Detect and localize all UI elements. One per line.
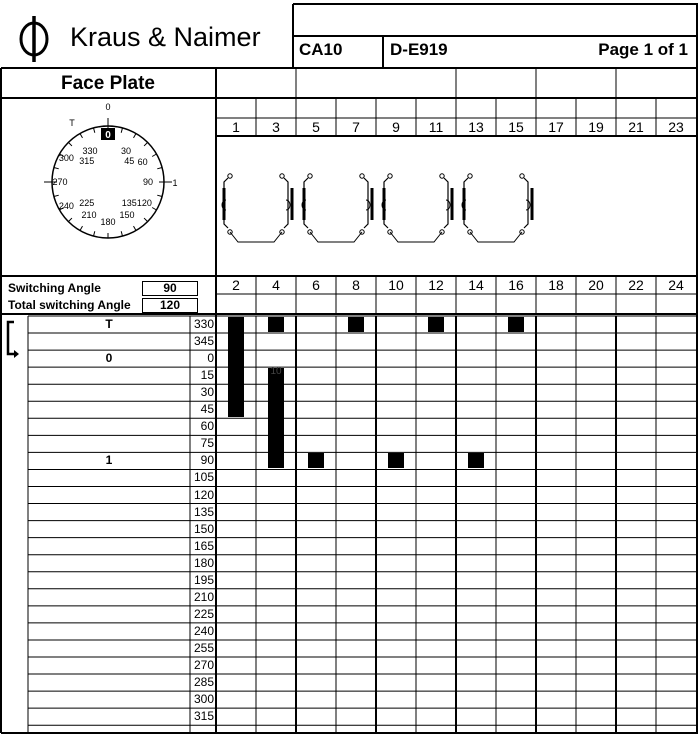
bracket-arrow-icon	[4, 320, 24, 364]
terminal-top-19: 19	[588, 119, 604, 135]
total-switching-angle-value: 120	[142, 298, 198, 313]
total-switching-angle-label: Total switching Angle	[8, 298, 131, 312]
dial-label-225: 225	[79, 198, 95, 209]
dial-label-180: 180	[100, 217, 116, 227]
terminal-top-1: 1	[232, 119, 240, 135]
terminal-top-17: 17	[548, 119, 564, 135]
contact-bar-9-10	[388, 453, 404, 468]
phi-logo-icon	[14, 12, 66, 62]
contact-bar-5-6	[308, 453, 324, 468]
terminal-bottom-22: 22	[628, 277, 644, 293]
terminal-top-7: 7	[352, 119, 360, 135]
position-label: T	[105, 317, 113, 331]
terminal-bottom-12: 12	[428, 277, 444, 293]
position-label: 0	[105, 351, 113, 366]
dial-label-45: 45	[124, 155, 135, 166]
terminal-bottom-8: 8	[352, 277, 360, 293]
angle-cell: 0	[207, 351, 214, 366]
dial-highlight-0: 0	[105, 130, 111, 141]
angle-cell: 135	[193, 504, 214, 519]
terminal-bottom-24: 24	[668, 277, 684, 293]
drawing-number: D-E919	[390, 40, 448, 59]
contact-bar-15-16	[508, 317, 524, 332]
angle-cell: 45	[200, 402, 214, 417]
angle-cell: 285	[193, 675, 214, 690]
angle-cell: 150	[193, 521, 214, 536]
switching-angle-label: Switching Angle	[8, 281, 101, 295]
contact-bar-13-14	[468, 453, 484, 468]
angle-cell: 75	[200, 436, 214, 451]
contact-symbols	[216, 136, 699, 276]
terminal-top-15: 15	[508, 119, 524, 135]
terminal-top-21: 21	[628, 119, 644, 135]
angle-cell: 225	[193, 606, 214, 621]
angle-cell: 120	[193, 487, 214, 502]
dial-label-330: 330	[82, 145, 98, 156]
angle-cell: 315	[193, 709, 214, 724]
dial-label-135: 135	[121, 198, 137, 209]
terminal-bottom-2: 2	[232, 277, 240, 293]
model-number: CA10	[299, 40, 343, 59]
angle-cell: 180	[193, 555, 214, 570]
terminal-bottom-14: 14	[468, 277, 484, 293]
dial-outer-T: T	[69, 118, 75, 128]
contact-bar-1-2	[228, 317, 244, 417]
terminal-bottom-4: 4	[272, 277, 280, 293]
dial-outer-0: 0	[105, 102, 111, 112]
angle-cell: 345	[193, 334, 214, 349]
angle-cell: 30	[200, 385, 214, 400]
dial-label-120: 120	[136, 198, 152, 208]
angle-cell: 270	[193, 658, 214, 672]
angle-cell: 330	[193, 317, 214, 331]
angle-cell: 210	[193, 589, 214, 604]
position-label: 1	[105, 453, 113, 468]
terminal-bottom-20: 20	[588, 277, 604, 293]
dial-label-300: 300	[58, 153, 74, 163]
terminal-top-3: 3	[272, 119, 280, 135]
terminal-top-5: 5	[312, 119, 320, 135]
dial-label-315: 315	[79, 155, 95, 166]
face-plate-dial	[0, 100, 216, 276]
angle-cell: 60	[200, 419, 214, 434]
contact-bar-7-8	[348, 317, 364, 332]
terminal-top-23: 23	[668, 119, 684, 135]
page-indicator: Page 1 of 1	[598, 40, 688, 59]
dial-label-90: 90	[142, 177, 154, 187]
terminal-top-13: 13	[468, 119, 484, 135]
dial-outer-1: 1	[172, 178, 178, 188]
dial-label-60: 60	[137, 157, 148, 167]
terminal-top-9: 9	[392, 119, 400, 135]
angle-cell: 240	[193, 623, 214, 638]
dial-label-210: 210	[81, 209, 97, 220]
brand-logo	[14, 12, 284, 62]
face-plate-title: Face Plate	[61, 73, 155, 94]
dial-label-30: 30	[120, 145, 132, 156]
dial-label-240: 240	[58, 201, 74, 211]
contact-note: 10	[270, 366, 282, 378]
terminal-bottom-6: 6	[312, 277, 320, 293]
contact-bar-3-4	[268, 368, 284, 468]
angle-cell: 300	[193, 692, 214, 707]
brand-name: Kraus & Naimer	[70, 22, 261, 52]
dial-label-270: 270	[52, 177, 68, 187]
terminal-top-11: 11	[428, 119, 444, 135]
angle-cell: 255	[193, 640, 214, 655]
angle-cell: 15	[200, 368, 214, 383]
switching-angle-value: 90	[142, 281, 198, 296]
terminal-bottom-18: 18	[548, 277, 564, 293]
dial-label-150: 150	[119, 209, 135, 220]
contact-bar-11-12	[428, 317, 444, 332]
angle-cell: 165	[193, 538, 214, 553]
terminal-bottom-16: 16	[508, 277, 524, 293]
angle-cell: 105	[193, 470, 214, 485]
angle-cell: 195	[193, 572, 214, 587]
angle-cell: 90	[200, 453, 214, 468]
terminal-bottom-10: 10	[388, 277, 404, 293]
contact-bar-3-4	[268, 317, 284, 332]
